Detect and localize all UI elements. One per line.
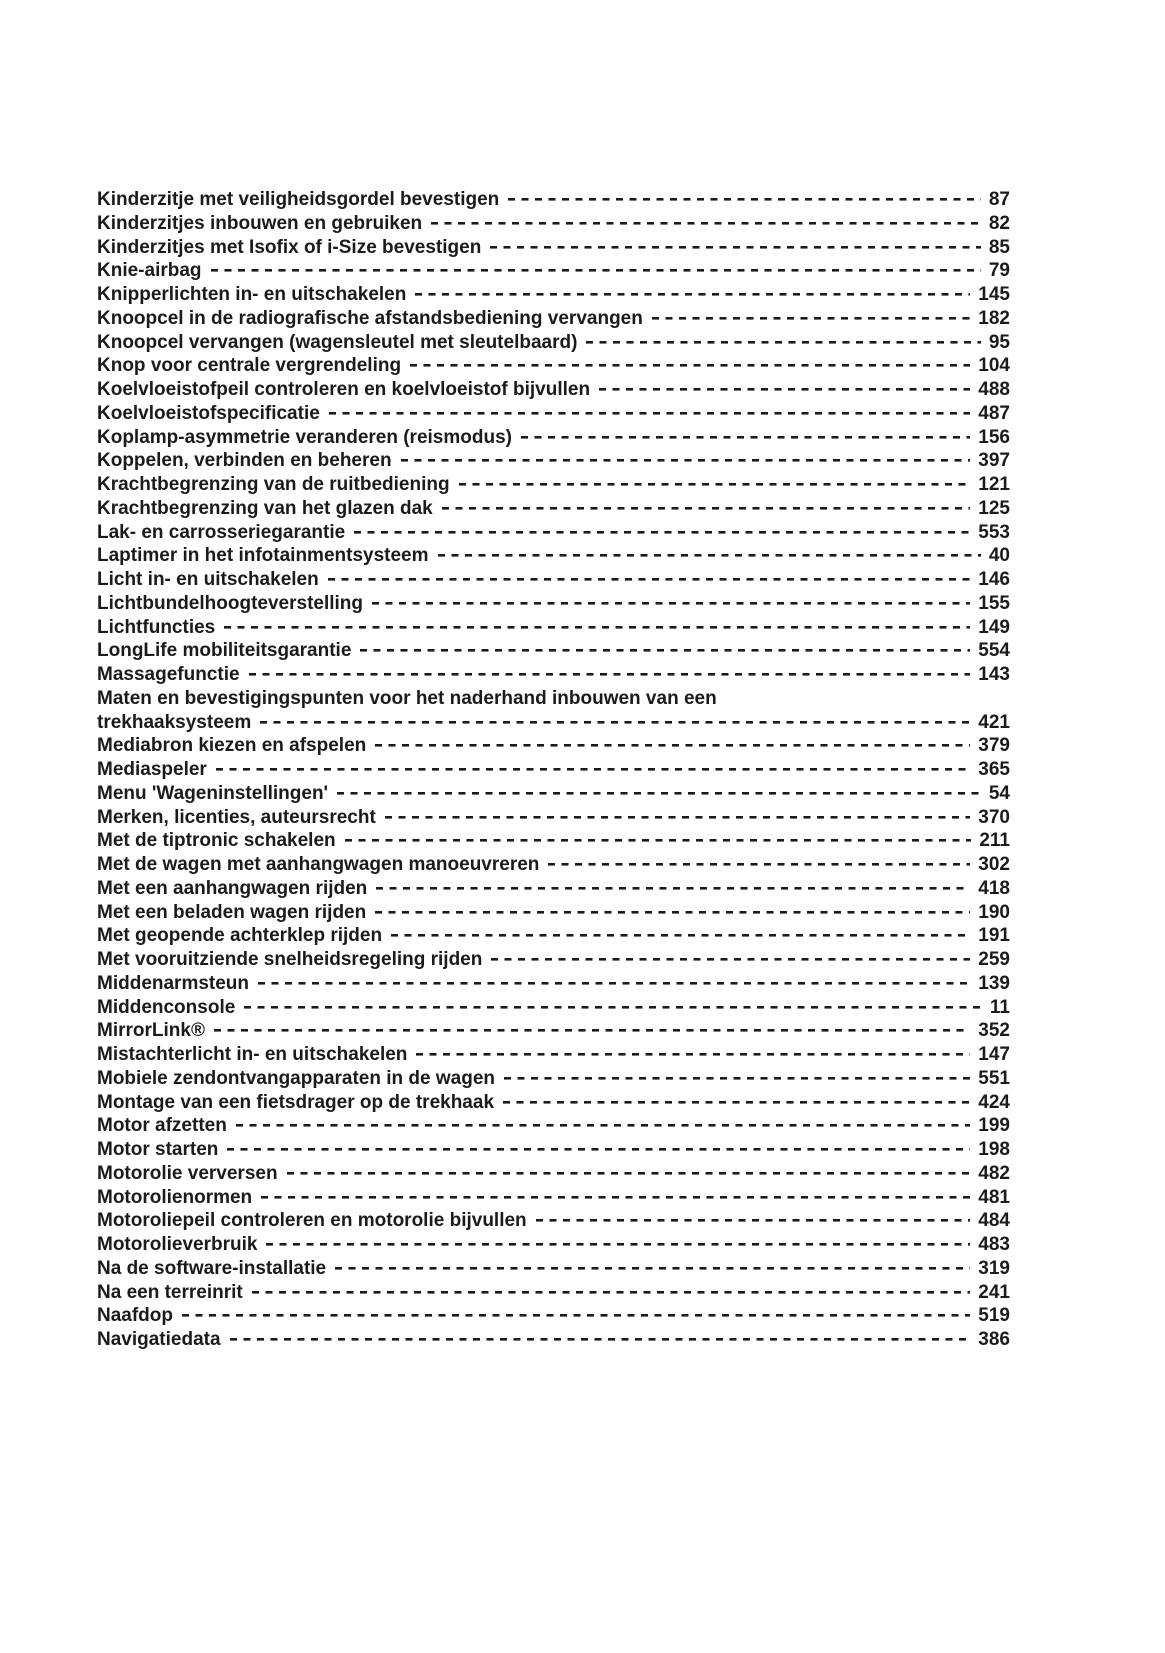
entry-title: Met een aanhangwagen rijden: [97, 877, 368, 899]
index-entry: [97, 1281, 1010, 1305]
dotted-leader: [224, 626, 970, 633]
entry-page-number: 54: [988, 782, 1010, 804]
entry-title: trekhaaksysteem: [97, 711, 252, 733]
index-entry: [97, 378, 1010, 402]
index-entry: [97, 1328, 1010, 1352]
dotted-leader: [586, 341, 980, 348]
entry-page-number: 352: [978, 1020, 1010, 1042]
index-entry: [97, 592, 1010, 616]
index-entry: [97, 402, 1010, 426]
entry-title: Motorolieverbruik: [97, 1234, 258, 1255]
entry-page-number: 370: [978, 806, 1010, 828]
entry-page-number: 365: [978, 759, 1010, 780]
entry-title: Lichtbundelhoogteverstelling: [97, 592, 364, 614]
entry-title: Motorolienormen: [97, 1186, 253, 1208]
dotted-leader: [236, 1124, 970, 1131]
entry-page-number: 190: [978, 901, 1010, 923]
entry-title: Middenconsole: [97, 996, 236, 1018]
entry-title: Met vooruitziende snelheidsregeling rijden: [97, 949, 483, 970]
dotted-leader: [216, 768, 970, 775]
index-entry: [97, 616, 1010, 640]
entry-page-number: 487: [978, 402, 1010, 424]
entry-title: Middenarmsteun: [97, 972, 250, 994]
entry-title: Motor starten: [97, 1139, 219, 1160]
dotted-leader: [491, 958, 970, 965]
entry-title: Motorolie verversen: [97, 1162, 278, 1184]
entry-page-number: 198: [978, 1139, 1010, 1160]
index-entry: [97, 426, 1010, 450]
entry-page-number: 554: [978, 640, 1010, 662]
entry-page-number: 241: [978, 1281, 1010, 1303]
entry-page-number: 553: [978, 521, 1010, 543]
index-entry: [97, 711, 1010, 735]
entry-title: Kinderzitjes met Isofix of i-Size bevestigen: [97, 236, 482, 258]
dotted-leader: [599, 388, 970, 395]
index-entry: [97, 544, 1010, 568]
entry-title: MirrorLink®: [97, 1020, 205, 1042]
entry-page-number: 79: [988, 260, 1010, 282]
dotted-leader: [354, 531, 970, 538]
entry-page-number: 424: [978, 1091, 1010, 1113]
index-entry: [97, 663, 1010, 687]
entry-page-number: 397: [978, 450, 1010, 472]
entry-page-number: 379: [978, 735, 1010, 757]
entry-page-number: 149: [978, 616, 1010, 638]
entry-title: Na de software-installatie: [97, 1257, 327, 1279]
entry-title: Menu 'Wageninstellingen': [97, 782, 329, 804]
index-entry: [97, 1257, 1010, 1281]
entry-title: Knoopcel in de radiografische afstandsbediening vervangen: [97, 307, 643, 329]
index-entry: [97, 734, 1010, 758]
dotted-leader: [227, 1148, 970, 1155]
entry-title: Koelvloeistofpeil controleren en koelvloeistof bijvullen: [97, 379, 591, 400]
entry-page-number: 121: [978, 474, 1010, 495]
index-entry: [97, 449, 1010, 473]
entry-title: Knie-airbag: [97, 260, 202, 282]
entry-page-number: 87: [988, 189, 1010, 210]
dotted-leader: [385, 816, 971, 823]
entry-title: Maten en bevestigingspunten voor het naderhand inbouwen van een: [97, 687, 717, 709]
index-entry: [97, 639, 1010, 663]
index-entry: [97, 354, 1010, 378]
dotted-leader: [376, 887, 970, 894]
entry-page-number: 211: [979, 830, 1010, 852]
index-entry: [97, 473, 1010, 497]
entry-title: Krachtbegrenzing van de ruitbediening: [97, 474, 450, 495]
entry-title: Mobiele zendontvangapparaten in de wagen: [97, 1067, 495, 1089]
dotted-leader: [182, 1314, 970, 1321]
dotted-leader: [329, 412, 971, 419]
entry-page-number: 139: [978, 972, 1010, 994]
entry-page-number: 146: [978, 569, 1010, 590]
dotted-leader: [337, 792, 981, 799]
entry-title: Motoroliepeil controleren en motorolie bijvullen: [97, 1210, 527, 1232]
entry-title: Motor afzetten: [97, 1115, 227, 1137]
dotted-leader: [490, 246, 981, 253]
entry-page-number: 319: [978, 1257, 1010, 1279]
dotted-leader: [375, 744, 970, 751]
index-entry: [97, 972, 1010, 996]
entry-page-number: 40: [988, 545, 1010, 567]
dotted-leader: [258, 982, 970, 989]
dotted-leader: [442, 507, 971, 514]
index-entry: [97, 687, 1010, 711]
index-entry: [97, 1209, 1010, 1233]
index-entry: [97, 188, 1010, 212]
dotted-leader: [504, 1077, 970, 1084]
entry-page-number: 484: [978, 1210, 1010, 1232]
index-entry: [97, 853, 1010, 877]
entry-title: Naafdop: [97, 1305, 173, 1327]
dotted-leader: [521, 436, 970, 443]
entry-title: Merken, licenties, auteursrecht: [97, 806, 376, 828]
dotted-leader: [503, 1101, 970, 1108]
dotted-leader: [335, 1267, 970, 1274]
entry-title: Koppelen, verbinden en beheren: [97, 450, 392, 472]
entry-page-number: 125: [978, 497, 1010, 519]
entry-page-number: 182: [978, 307, 1010, 329]
dotted-leader: [287, 1172, 971, 1179]
entry-title: Kinderzitje met veiligheidsgordel bevestigen: [97, 189, 500, 210]
entry-page-number: 386: [978, 1329, 1010, 1350]
entry-title: Laptimer in het infotainmentsysteem: [97, 545, 429, 567]
entry-title: Met de tiptronic schakelen: [97, 830, 336, 852]
index-entry: [97, 1138, 1010, 1162]
entry-title: Koplamp-asymmetrie veranderen (reismodus): [97, 426, 512, 448]
index-entry: [97, 996, 1010, 1020]
entry-page-number: 482: [978, 1162, 1010, 1184]
dotted-leader: [438, 554, 981, 561]
index-entry: [97, 806, 1010, 830]
entry-title: Massagefunctie: [97, 664, 240, 685]
dotted-leader: [375, 911, 970, 918]
dotted-leader: [416, 1053, 970, 1060]
dotted-leader: [230, 1338, 971, 1345]
dotted-leader: [372, 602, 970, 609]
entry-page-number: 519: [978, 1305, 1010, 1327]
dotted-leader: [391, 934, 970, 941]
entry-title: Krachtbegrenzing van het glazen dak: [97, 497, 433, 519]
entry-title: Mediabron kiezen en afspelen: [97, 735, 367, 757]
index-list: [97, 188, 1010, 1352]
entry-page-number: 11: [989, 996, 1010, 1018]
index-entry: [97, 1233, 1010, 1257]
entry-title: Met de wagen met aanhangwagen manoeuvreren: [97, 854, 540, 875]
entry-page-number: 155: [978, 592, 1010, 614]
entry-page-number: 191: [978, 925, 1010, 947]
index-entry: [97, 829, 1010, 853]
entry-page-number: 551: [978, 1067, 1010, 1089]
dotted-leader: [261, 1196, 970, 1203]
index-entry: [97, 568, 1010, 592]
dotted-leader: [249, 673, 971, 680]
index-entry: [97, 901, 1010, 925]
dotted-leader: [431, 222, 981, 229]
index-entry: [97, 236, 1010, 260]
entry-page-number: 95: [988, 331, 1010, 353]
dotted-leader: [328, 578, 971, 585]
dotted-leader: [548, 863, 970, 870]
entry-title: Lichtfuncties: [97, 616, 216, 638]
index-entry: [97, 782, 1010, 806]
entry-title: Knoopcel vervangen (wagensleutel met sleutelbaard): [97, 331, 578, 353]
entry-title: Knop voor centrale vergrendeling: [97, 355, 402, 377]
index-entry: [97, 331, 1010, 355]
dotted-leader: [252, 1291, 971, 1298]
index-entry: [97, 283, 1010, 307]
dotted-leader: [260, 721, 970, 728]
index-entry: [97, 758, 1010, 782]
entry-title: Lak- en carrosseriegarantie: [97, 521, 346, 543]
entry-title: LongLife mobiliteitsgarantie: [97, 640, 352, 662]
index-entry: [97, 497, 1010, 521]
entry-page-number: 199: [978, 1115, 1010, 1137]
dotted-leader: [360, 649, 970, 656]
dotted-leader: [214, 1029, 970, 1036]
entry-title: Mistachterlicht in- en uitschakelen: [97, 1044, 408, 1065]
dotted-leader: [415, 293, 970, 300]
entry-page-number: 156: [978, 426, 1010, 448]
index-entry: [97, 1043, 1010, 1067]
entry-title: Met een beladen wagen rijden: [97, 901, 367, 923]
entry-page-number: 481: [978, 1186, 1010, 1208]
dotted-leader: [536, 1219, 971, 1226]
index-entry: [97, 877, 1010, 901]
index-entry: [97, 1091, 1010, 1115]
entry-page-number: 85: [988, 236, 1010, 258]
entry-title: Na een terreinrit: [97, 1281, 243, 1303]
entry-page-number: 147: [978, 1044, 1010, 1065]
dotted-leader: [410, 364, 970, 371]
entry-page-number: 421: [978, 711, 1010, 733]
entry-page-number: 483: [978, 1234, 1010, 1255]
entry-page-number: 104: [978, 355, 1010, 377]
dotted-leader: [244, 1006, 982, 1013]
entry-page-number: 418: [978, 877, 1010, 899]
entry-title: Knipperlichten in- en uitschakelen: [97, 284, 407, 305]
entry-page-number: 82: [988, 212, 1010, 234]
entry-page-number: 302: [978, 854, 1010, 875]
dotted-leader: [211, 269, 981, 276]
index-entry: [97, 1067, 1010, 1091]
index-entry: [97, 212, 1010, 236]
entry-title: Licht in- en uitschakelen: [97, 569, 319, 590]
index-entry: [97, 1186, 1010, 1210]
entry-title: Kinderzitjes inbouwen en gebruiken: [97, 212, 423, 234]
index-entry: [97, 259, 1010, 283]
index-entry: [97, 1304, 1010, 1328]
entry-page-number: 259: [978, 949, 1010, 970]
dotted-leader: [266, 1243, 970, 1250]
entry-title: Met geopende achterklep rijden: [97, 925, 383, 947]
index-entry: [97, 521, 1010, 545]
index-entry: [97, 307, 1010, 331]
dotted-leader: [508, 198, 981, 205]
entry-title: Montage van een fietsdrager op de trekhaak: [97, 1091, 495, 1113]
index-entry: [97, 1114, 1010, 1138]
dotted-leader: [459, 483, 971, 490]
entry-title: Mediaspeler: [97, 759, 207, 780]
entry-page-number: 488: [978, 379, 1010, 400]
entry-title: Navigatiedata: [97, 1329, 221, 1350]
dotted-leader: [652, 317, 970, 324]
entry-title: Koelvloeistofspecificatie: [97, 402, 320, 424]
entry-page-number: 143: [978, 664, 1010, 685]
index-entry: [97, 1019, 1010, 1043]
dotted-leader: [401, 459, 971, 466]
entry-page-number: 145: [978, 284, 1010, 305]
dotted-leader: [345, 839, 972, 846]
index-entry: [97, 1162, 1010, 1186]
index-entry: [97, 948, 1010, 972]
index-entry: [97, 924, 1010, 948]
